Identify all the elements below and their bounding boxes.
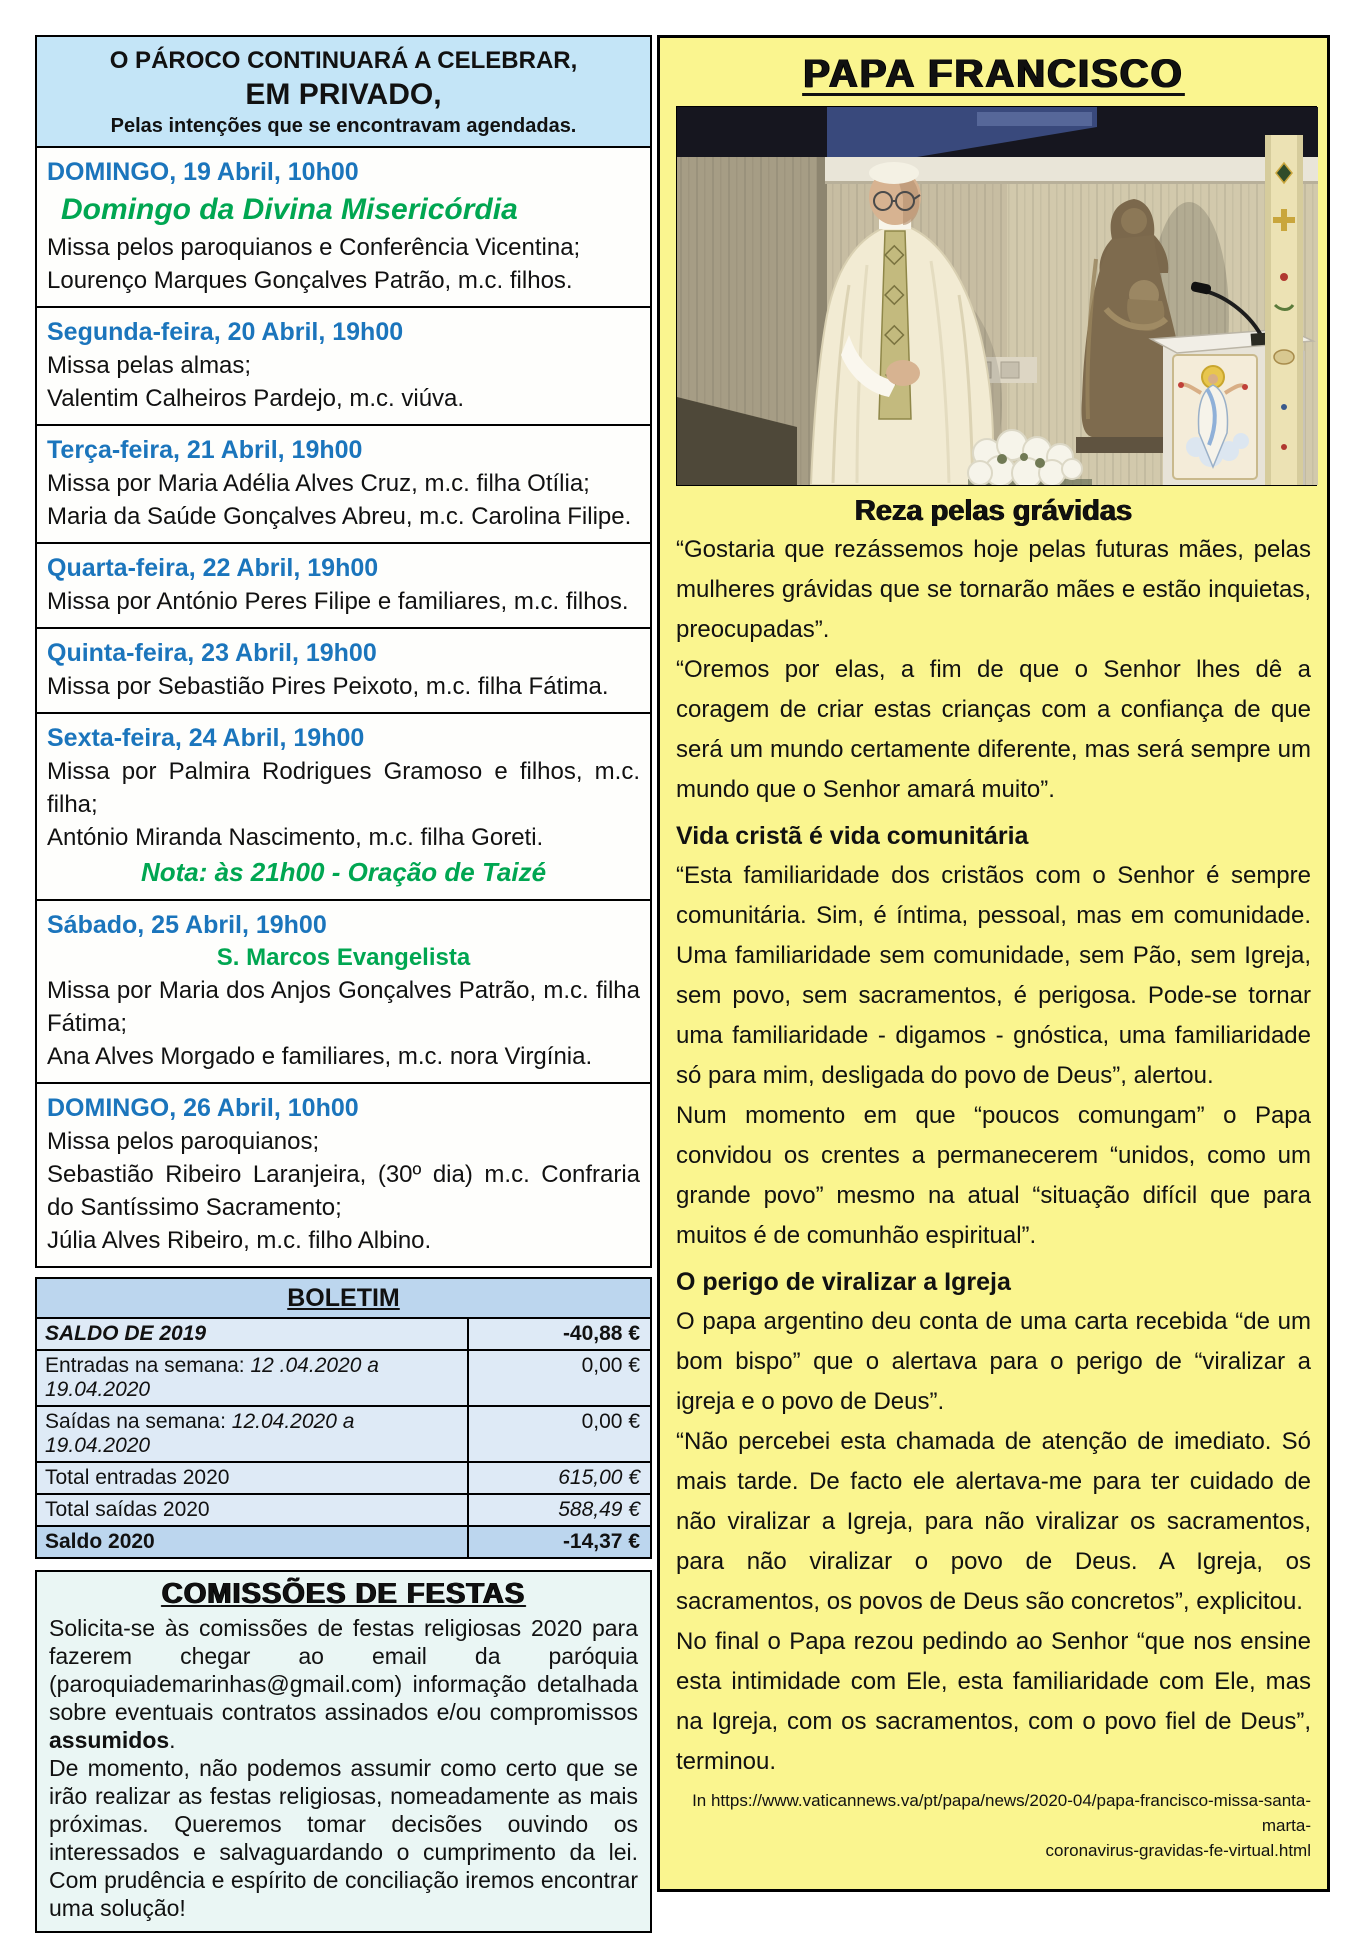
boletim-title: BOLETIM xyxy=(37,1279,650,1319)
boletim-row-entradas-semana xyxy=(37,1351,650,1407)
boletim-value: 588,49 € xyxy=(467,1495,650,1525)
boletim-table xyxy=(35,1277,652,1559)
schedule-section-sunday-26 xyxy=(37,1084,650,1266)
boletim-label: Saldo 2020 xyxy=(45,1530,155,1553)
schedule-section-saturday-25 xyxy=(37,901,650,1084)
boletim-row-total-saidas xyxy=(37,1495,650,1527)
papa-francisco-photo xyxy=(676,106,1317,486)
mass-intention-line: Missa por António Peres Filipe e familiares, m.c. filhos. xyxy=(47,588,629,615)
schedule-section-monday-20 xyxy=(37,308,650,426)
boletim-label-text: Entradas na semana: xyxy=(45,1354,251,1377)
boletim-label xyxy=(37,1351,467,1405)
boletim-row-total-entradas xyxy=(37,1463,650,1495)
boletim-label: Total entradas 2020 xyxy=(45,1466,230,1489)
mass-intention-line: Sebastião Ribeiro Laranjeira, (30º dia) m.c. Confraria do Santíssimo Sacramento; xyxy=(47,1161,640,1221)
boletim-label: SALDO DE 2019 xyxy=(45,1322,207,1345)
article-paragraph-4: Num momento em que “poucos comungam” o Papa convidou os crentes a permanecerem “unidos, como um grande povo” mesmo na atual “situação difícil que para muitos é de comunhão espiritual”. xyxy=(676,1102,1311,1249)
boletim-date-range: 12.04.2020 a 19.04.2020 xyxy=(45,1410,355,1457)
mass-intention-line: Lourenço Marques Gonçalves Patrão, m.c. filhos. xyxy=(47,267,573,294)
article-paragraph-1: “Gostaria que rezássemos hoje pelas futuras mães, pelas mulheres grávidas que se tornarão mães e estão inquietas, preocupadas”. xyxy=(676,536,1311,643)
schedule-section-tuesday-21 xyxy=(37,426,650,544)
mass-intention-line: Valentim Calheiros Pardejo, m.c. viúva. xyxy=(47,385,465,412)
article-paragraph-5: O papa argentino deu conta de uma carta recebida “de um bom bispo” que o alertava para o perigo de “viralizar a igreja e o povo de Deus”. xyxy=(676,1308,1311,1415)
boletim-value: -40,88 € xyxy=(467,1319,650,1349)
boletim-row-saldo-2019 xyxy=(37,1319,650,1351)
day-heading: Sexta-feira, 24 Abril, 19h00 xyxy=(47,724,365,752)
article-paragraph-2: “Oremos por elas, a fim de que o Senhor lhes dê a coragem de criar estas crianças com a confiança de que será um mundo certamente diferente, mas será sempre um mundo que o Senhor amará muito”. xyxy=(676,656,1311,803)
mass-intention-line: Ana Alves Morgado e familiares, m.c. nora Virgínia. xyxy=(47,1043,593,1070)
schedule-section-sunday-19 xyxy=(37,148,650,308)
mass-intention-line: Missa por Sebastião Pires Peixoto, m.c. filha Fátima. xyxy=(47,673,609,700)
day-heading: Quinta-feira, 23 Abril, 19h00 xyxy=(47,639,377,667)
papa-francisco-title: PAPA FRANCISCO xyxy=(803,52,1184,96)
celebration-notice xyxy=(35,35,652,148)
boletim-label: Total saídas 2020 xyxy=(45,1498,210,1521)
article-paragraph-6: “Não percebei esta chamada de atenção de imediato. Só mais tarde. De facto ele alertava-me para ter cuidado de não viralizar a Igreja, para não viralizar os sacramentos, para não viralizar o povo de Deus. A Igreja, os sacramentos, os povos de Deus são concretos”, explicitou. xyxy=(676,1428,1311,1615)
comissoes-p1-bold: assumidos xyxy=(49,1727,170,1753)
mass-intention-line: Missa pelas almas; xyxy=(47,352,252,379)
mass-intention-line: António Miranda Nascimento, m.c. filha Goreti. xyxy=(47,824,544,851)
notice-line-3: Pelas intenções que se encontravam agendadas. xyxy=(110,115,577,137)
mass-intention-line: Missa pelos paroquianos e Conferência Vicentina; xyxy=(47,234,581,261)
schedule-section-thursday-23 xyxy=(37,629,650,714)
day-heading: Quarta-feira, 22 Abril, 19h00 xyxy=(47,554,379,582)
taize-note: Nota: às 21h00 - Oração de Taizé xyxy=(140,857,547,887)
source-line-1: In https://www.vaticannews.va/pt/papa/news/2020-04/papa-francisco-missa-santa-marta- xyxy=(692,1791,1311,1835)
day-heading: Sábado, 25 Abril, 19h00 xyxy=(47,911,327,939)
boletim-row-saldo-2020 xyxy=(37,1527,650,1557)
notice-line-2: EM PRIVADO, xyxy=(245,78,442,111)
boletim-label xyxy=(37,1407,467,1461)
paschal-candle xyxy=(1265,135,1303,485)
right-column xyxy=(657,35,1330,1892)
feast-title: Domingo da Divina Misericórdia xyxy=(61,193,518,226)
boletim-label-text: Saídas na semana: xyxy=(45,1410,232,1433)
mass-schedule-box xyxy=(35,146,652,1268)
notice-line-1: O PÁROCO CONTINUARÁ A CELEBRAR, xyxy=(109,47,578,74)
schedule-section-friday-24 xyxy=(37,714,650,901)
schedule-section-wednesday-22 xyxy=(37,544,650,629)
zucchetto xyxy=(869,162,919,184)
article-paragraph-7: No final o Papa rezou pedindo ao Senhor “que nos ensine esta intimidade com Ele, esta familiaridade com Ele, mas na Igreja, com os sacramentos, com o povo fiel de Deus”, terminou. xyxy=(676,1628,1311,1775)
mass-intention-line: Missa por Palmira Rodrigues Gramoso e filhos, m.c. filha; xyxy=(47,758,640,818)
mass-intention-line: Missa por Maria dos Anjos Gonçalves Patrão, m.c. filha Fátima; xyxy=(47,977,640,1037)
comissoes-title: COMISSÕES DE FESTAS xyxy=(161,1578,526,1610)
mass-intention-line: Missa pelos paroquianos; xyxy=(47,1128,320,1155)
comissoes-p1-text: Solicita-se às comissões de festas religiosas 2020 para fazerem chegar ao email da paróquia (paroquiademarinhas@gmail.com) informação detalhada sobre eventuais contratos assinados e/ou compromissos xyxy=(49,1615,638,1725)
comissoes-p1-period: . xyxy=(169,1727,176,1753)
boletim-value: 0,00 € xyxy=(467,1407,650,1461)
saint-title: S. Marcos Evangelista xyxy=(216,944,471,971)
day-heading: DOMINGO, 19 Abril, 10h00 xyxy=(47,158,359,186)
day-heading: DOMINGO, 26 Abril, 10h00 xyxy=(47,1094,359,1122)
comissoes-paragraph-1 xyxy=(49,1614,638,1754)
boletim-row-saidas-semana xyxy=(37,1407,650,1463)
section-heading-vida-crista: Vida cristã é vida comunitária xyxy=(676,822,1029,850)
boletim-value: 615,00 € xyxy=(467,1463,650,1493)
day-heading: Terça-feira, 21 Abril, 19h00 xyxy=(47,436,363,464)
comissoes-box xyxy=(35,1570,652,1933)
mass-intention-line: Maria da Saúde Gonçalves Abreu, m.c. Carolina Filipe. xyxy=(47,503,632,530)
mass-intention-line: Júlia Alves Ribeiro, m.c. filho Albino. xyxy=(47,1227,432,1254)
source-citation xyxy=(676,1788,1311,1863)
pope-hands xyxy=(886,360,920,386)
section-heading-perigo-viralizar: O perigo de viralizar a Igreja xyxy=(676,1268,1011,1296)
reza-pelas-gravidas-heading: Reza pelas grávidas xyxy=(854,495,1133,527)
boletim-date-range: 12 .04.2020 a 19.04.2020 xyxy=(45,1354,379,1401)
day-heading: Segunda-feira, 20 Abril, 19h00 xyxy=(47,318,404,346)
mass-intention-line: Missa por Maria Adélia Alves Cruz, m.c. filha Otília; xyxy=(47,470,590,497)
left-column xyxy=(35,35,652,1933)
boletim-value: 0,00 € xyxy=(467,1351,650,1405)
santa-marta-chapel-scene xyxy=(677,107,1318,485)
source-line-2: coronavirus-gravidas-fe-virtual.html xyxy=(1045,1841,1311,1860)
boletim-value: -14,37 € xyxy=(467,1527,650,1557)
article-paragraph-3: “Esta familiaridade dos cristãos com o Senhor é sempre comunitária. Sim, é íntima, pessoal, mas em comunidade. Uma familiaridade sem comunidade, sem Pão, sem Igreja, sem povo, sem sacramentos, é perigosa. Pode-se tornar uma familiaridade - digamos - gnóstica, uma familiaridade só para mim, desligada do povo de Deus”, alertou. xyxy=(676,862,1311,1089)
comissoes-paragraph-2: De momento, não podemos assumir como certo que se irão realizar as festas religiosas, nomeadamente as mais próximas. Queremos tomar decisões ouvindo os interessados e salvaguardando o cumprimento da lei. Com prudência e espírito de conciliação iremos encontrar uma solução! xyxy=(49,1755,638,1921)
